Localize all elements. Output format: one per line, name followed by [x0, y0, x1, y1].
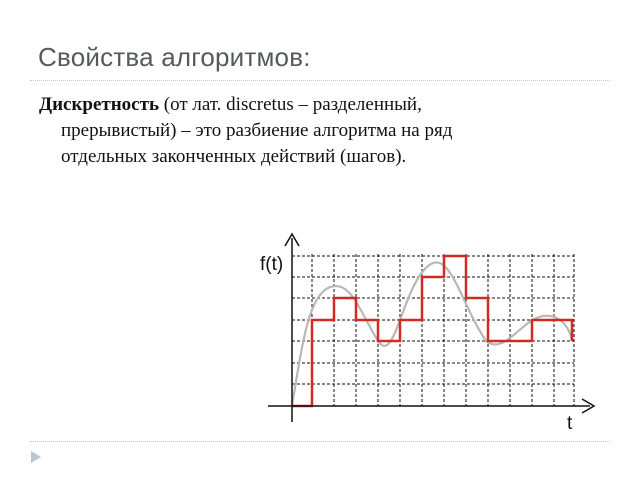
discretization-diagram: [250, 226, 600, 436]
definition-paragraph: [39, 92, 599, 170]
slide-title: Свойства алгоритмов:: [38, 42, 311, 72]
definition-line-2: прерывистый) – это разбиение алгоритма на ряд: [61, 120, 453, 141]
x-axis-label: t: [567, 413, 573, 434]
y-axis-label: f(t): [260, 254, 284, 275]
x-axis: [268, 399, 594, 413]
y-axis: [285, 234, 299, 422]
definition-line-3: отдельных законченных действий (шагов).: [61, 146, 407, 167]
definition-line-1: [39, 92, 599, 118]
title-divider: [30, 80, 610, 81]
slide-bullet-icon: [31, 451, 41, 463]
definition-term: Дискретность: [39, 94, 159, 115]
definition-etymology: (от лат. discretus – разделенный,: [159, 94, 422, 115]
footer-divider: [30, 441, 610, 442]
